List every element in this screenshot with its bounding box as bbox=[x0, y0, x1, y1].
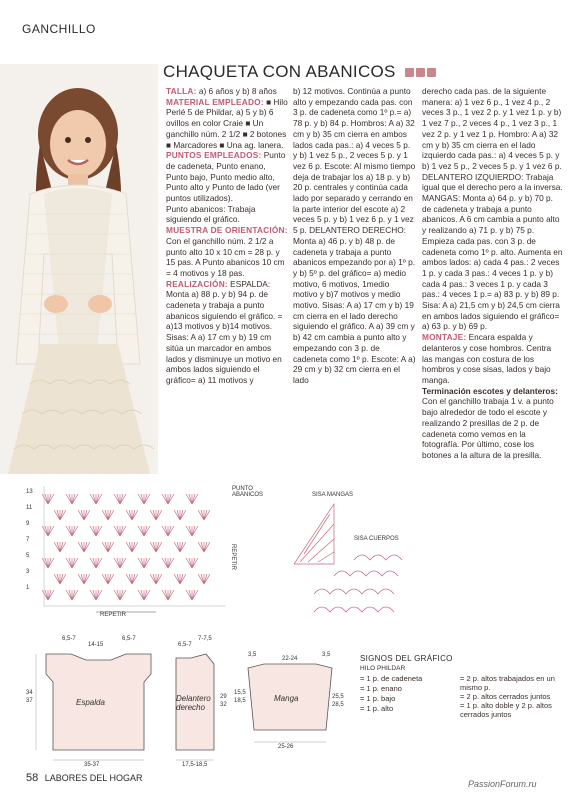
fan-motif bbox=[138, 558, 150, 568]
watermark: PassionForum.ru bbox=[468, 779, 537, 789]
legend-treble-cluster: = 1 p. alto doble y 2 p. altos cerrados juntos bbox=[460, 701, 552, 719]
manga-right-a: 25,5 bbox=[332, 694, 344, 700]
manga-top-left: 3,5 bbox=[248, 652, 257, 658]
fan-motif bbox=[150, 542, 162, 552]
fan-motif bbox=[150, 574, 162, 584]
page-number: 58 bbox=[26, 772, 39, 784]
manga-bottom: 25-26 bbox=[278, 744, 294, 750]
espalda-left-b: 37 bbox=[26, 698, 33, 704]
instructions-column-1 bbox=[166, 86, 288, 386]
legend-chain: = 1 p. de cadeneta bbox=[360, 674, 423, 683]
manga-top-right: 3,5 bbox=[322, 652, 331, 658]
crochet-chart-sisa bbox=[294, 484, 414, 634]
punto-abanicos-label: PUNTO ABANICOS bbox=[232, 486, 264, 498]
fan-motif bbox=[162, 526, 174, 536]
repetir-label: REPETIR bbox=[100, 612, 127, 618]
sisa-cuerpos-label: SISA CUERPOS bbox=[354, 536, 399, 542]
delantero-right-b: 32 bbox=[220, 702, 227, 708]
fan-motif bbox=[186, 590, 198, 600]
para-terminacion: Terminación escotes y delanteros: Con el ganchillo trabaja 1 v. a punto bajo alrededor de todo el escote y realizando 2 presillas de 2 p. de cadeneta como vemos en la fotografía. Por último, cose los botones a la altura de la presilla. bbox=[422, 385, 558, 460]
legend-two-in-one: = 2 p. altos trabajados en un mismo p. bbox=[460, 674, 555, 692]
magazine-name: LABORES DEL HOGAR bbox=[44, 773, 143, 783]
instructions-column-3 bbox=[422, 86, 564, 461]
legend-subtitle: HILO PHILDAR bbox=[360, 665, 406, 672]
delantero-right-a: 29 bbox=[220, 694, 227, 700]
legend-slip: = 1 p. enano bbox=[360, 684, 402, 693]
para-continued: derecho cada pas. de la siguiente manera: a) 1 vez 6 p., 1 vez 4 p., 2 veces 3 p., 1 vez 2 p. y 1 vez 1 p. y b) 1 vez 7 p., 2 veces 4 p., 1 vez 3 p., 1 vez 2 p. y 1 vez 1 p. Hombro: A a) 32 cm y b) 35 cm cierra en el lado izquierdo cada pas.: a) 4 veces 5 p. y b) 1 vez 5 p., 2 veces 5 p. y 1 vez 6 p. DELANTERO IZQUIERDO: Trabaja igual que el derecho pero a la inversa. MANGAS: Monta a) 64 p. y b) 70 p. de cadeneta y trabaja a punto abanicos. A 6 cm cambia a punto alto y realizando a) 71 p. y b) 75 p. Empieza cada pas. con 3 p. de cadeneta como 1º p. alto. Aumenta en ambos lados: a) cada 4 pas.: 2 veces 1 p. y cada 3 pas.: 4 veces 1 p. y b) cada 4 pas.: 3 veces 1 p. y cada 3 pas.: 4 veces 1 p.= a) 83 p. y b) 89 p. Sisa: A a) 21,5 cm y b) 24,5 cm cierra en ambos lados siguiendo el gráfico= a) 63 p. y b) 69 p. bbox=[422, 86, 563, 332]
page-title bbox=[163, 62, 436, 82]
difficulty-icon bbox=[405, 68, 436, 77]
child-photo bbox=[0, 64, 158, 474]
fan-motif bbox=[54, 510, 66, 520]
fan-motif bbox=[126, 542, 138, 552]
fan-motif bbox=[114, 526, 126, 536]
schematics bbox=[26, 634, 356, 770]
fan-motif bbox=[114, 558, 126, 568]
fan-motif bbox=[90, 558, 102, 568]
fan-motif bbox=[54, 574, 66, 584]
fan-motif bbox=[150, 510, 162, 520]
fan-motif bbox=[66, 558, 78, 568]
fan-motif bbox=[198, 574, 210, 584]
para-muestra: MUESTRA DE ORIENTACIÓN: Con el ganchillo núm. 2 1/2 a punto alto 10 x 10 cm = 28 p. y 15 pas. A Punto abanicos 10 cm = 4 motivos y 18 pas. bbox=[166, 225, 288, 278]
espalda-top-mid: 14-15 bbox=[88, 642, 104, 648]
delantero-label: Delantero derecho bbox=[176, 694, 211, 712]
legend-left bbox=[360, 674, 450, 714]
manga-left-b: 18,5 bbox=[234, 698, 246, 704]
para-realizacion: REALIZACIÓN: ESPALDA: Monta a) 88 p. y b) 94 p. de cadeneta y trabaja a punto abanicos siguiendo el gráfico. = a)13 motivos y b)14 motivos. Sisas: A a) 17 cm y b) 19 cm sitúa un marcador en ambos lados y disminuye un motivo en ambos lados siguiendo el gráfico= a) 11 motivos y bbox=[166, 278, 283, 385]
fan-motif bbox=[126, 574, 138, 584]
para-abanicos: Punto abanicos: Trabaja siguiendo el gráfico. bbox=[166, 203, 256, 225]
fan-motif bbox=[102, 574, 114, 584]
fan-motif bbox=[78, 542, 90, 552]
manga-label: Manga bbox=[274, 694, 299, 703]
fan-motif bbox=[66, 494, 78, 504]
fan-motif bbox=[138, 526, 150, 536]
fan-motif bbox=[186, 494, 198, 504]
repetir-vertical-label: REPETIR bbox=[230, 544, 236, 571]
fan-motif bbox=[138, 590, 150, 600]
fan-motif bbox=[186, 526, 198, 536]
fan-motif bbox=[90, 526, 102, 536]
title-text: CHAQUETA CON ABANICOS bbox=[163, 62, 396, 81]
fan-motif bbox=[66, 526, 78, 536]
fan-motif bbox=[174, 542, 186, 552]
legend-title: SIGNOS DEL GRÁFICO bbox=[360, 654, 453, 663]
stitch-legend bbox=[360, 654, 570, 774]
espalda-left-a: 34 bbox=[26, 690, 33, 696]
fan-motif bbox=[126, 510, 138, 520]
para-material: MATERIAL EMPLEADO: ■ Hilo Perlé 5 de Phildar, a) 5 y b) 6 ovillos en color Craie ■ Un ganchillo núm. 2 1/2 ■ 2 botones ■ Marcadores ■ Una ag. lanera. bbox=[166, 96, 288, 150]
fan-motif bbox=[66, 590, 78, 600]
para-montaje: MONTAJE: Encara espalda y delanteros y cose hombros. Centra las mangas con costura de los hombros y cose sisas, lados y bajo manga. bbox=[422, 332, 552, 385]
fan-motif bbox=[78, 574, 90, 584]
fan-motif bbox=[174, 510, 186, 520]
fan-motif bbox=[102, 542, 114, 552]
fan-motif bbox=[174, 574, 186, 584]
manga-top-mid: 22-24 bbox=[282, 656, 298, 662]
fan-motif bbox=[102, 510, 114, 520]
section-label: GANCHILLO bbox=[22, 22, 96, 36]
fan-motif bbox=[114, 494, 126, 504]
espalda-label: Espalda bbox=[76, 698, 105, 707]
crochet-chart-main bbox=[26, 484, 236, 624]
delantero-bottom: 17,5-18,5 bbox=[182, 762, 208, 768]
fan-motif bbox=[90, 590, 102, 600]
fan-motif bbox=[78, 510, 90, 520]
legend-single: = 1 p. bajo bbox=[360, 694, 396, 703]
legend-right bbox=[460, 674, 570, 719]
fan-motif bbox=[198, 510, 210, 520]
legend-double: = 1 p. alto bbox=[360, 704, 394, 713]
sisa-mangas-label: SISA MANGAS bbox=[312, 492, 354, 498]
para-puntos: PUNTOS EMPLEADOS: Punto de cadeneta, Punto enano, Punto bajo, Punto medio alto, Punto alto y Punto de lado (ver puntos utilizados). bbox=[166, 150, 286, 204]
fan-motif bbox=[138, 494, 150, 504]
espalda-bottom: 35-37 bbox=[84, 762, 100, 768]
fan-motif bbox=[162, 590, 174, 600]
fan-motif bbox=[162, 558, 174, 568]
instructions-column-2: b) 12 motivos. Continúa a punto alto y empezando cada pas. con 3 p. de cadeneta como 1º p.= a) 78 p. y b) 84 p. Hombros: A a) 32 cm y b) 35 cm cierra en ambos lados cada pas.: a) 4 veces 5 p. y b) 1 vez 5 p., 2 veces 5 p. y 1 vez 6 p. Escote: Al mismo tiempo deja de trabajar los a) 18 p. y b) 20 p. centrales y continúa cada lado por separado y cerrando en la parte interior del escote a) 2 veces 5 p. y b) 1 vez 6 p. y 1 vez 5 p. DELANTERO DERECHO: Monta a) 46 p. y b) 48 p. de cadeneta y trabaja a punto abanicos empezando por a) 1º p. y b) 5º p. del gráfico= a) medio motivo, 6 motivos, 1medio motivo y b)7 motivos y medio motivo. Sisas: A a) 17 cm y b) 19 cm cierra en el lado derecho siguiendo el gráfico. A a) 39 cm y b) 42 cm cambia a punto alto y empezando con 3 p. de cadeneta como 1º p. Escote: A a) 29 cm y b) 32 cm cierra en el lado bbox=[293, 86, 416, 385]
espalda-top-left: 6,5-7 bbox=[62, 636, 76, 642]
delantero-top2: 7-7,5 bbox=[198, 636, 212, 642]
manga-left-a: 15,5 bbox=[234, 690, 246, 696]
fan-motif bbox=[90, 494, 102, 504]
fan-motif bbox=[54, 542, 66, 552]
fan-motif bbox=[198, 542, 210, 552]
espalda-top-right: 6,5-7 bbox=[122, 636, 136, 642]
delantero-top: 6,5-7 bbox=[178, 642, 192, 648]
para-talla: TALLA: a) 6 años y b) 8 años bbox=[166, 86, 277, 96]
legend-two-together: = 2 p. altos cerrados juntos bbox=[460, 692, 551, 701]
fan-motif bbox=[114, 590, 126, 600]
row-numbers: 13 11 9 7 5 3 1 bbox=[26, 489, 33, 591]
manga-right-b: 28,5 bbox=[332, 702, 344, 708]
fan-motif bbox=[186, 558, 198, 568]
page-footer bbox=[26, 772, 142, 784]
fan-motif bbox=[162, 494, 174, 504]
